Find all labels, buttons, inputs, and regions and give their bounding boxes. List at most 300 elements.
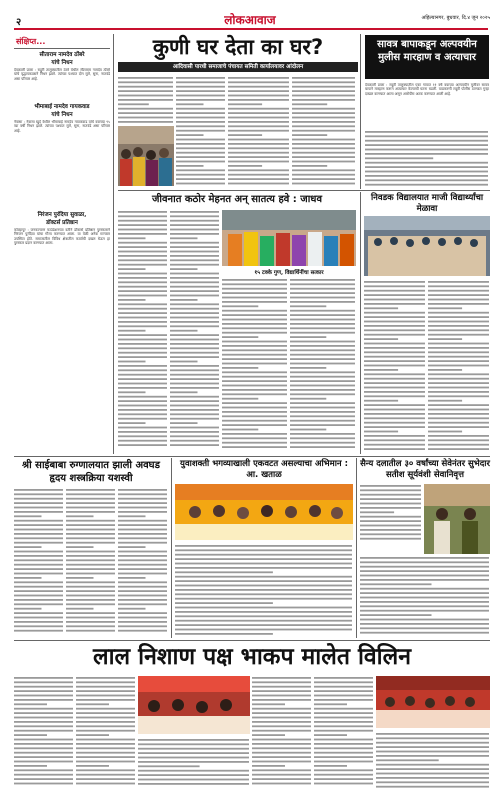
text-line (76, 739, 135, 741)
text-line (14, 752, 73, 754)
text-line (376, 786, 489, 788)
text-line (222, 341, 287, 343)
text-line (170, 347, 219, 349)
text-line (292, 130, 355, 132)
text-line (118, 608, 146, 610)
text-line (252, 695, 311, 697)
text-line (14, 537, 63, 539)
text-line (175, 567, 352, 569)
text-line (222, 376, 287, 378)
text-line (428, 400, 462, 402)
text-line (118, 277, 167, 279)
brief-item-title: निरंजन पुरंदिया सुवाळा, (37, 212, 87, 218)
text-line (66, 493, 115, 495)
text-line (176, 125, 225, 127)
text-line (76, 695, 135, 697)
text-line (222, 367, 258, 369)
text-line (364, 404, 425, 406)
story4-headline: श्री साईबाबा रुग्णालयात झाली अवघड हृदय शस्त्रक्रिया यशस्वी (22, 460, 160, 484)
text-line (176, 117, 225, 119)
text-line (228, 103, 262, 105)
text-line (222, 301, 287, 303)
lead-body-col2 (176, 76, 226, 186)
text-line (118, 77, 173, 79)
text-line (228, 143, 289, 145)
text-line (14, 546, 42, 548)
text-line (364, 307, 398, 309)
text-line (290, 420, 355, 422)
text-line (428, 382, 489, 384)
text-line (66, 498, 115, 500)
text-line (118, 99, 173, 101)
text-line (292, 117, 355, 119)
text-line (14, 734, 47, 736)
text-line (360, 503, 421, 505)
text-line (364, 329, 425, 331)
text-line (376, 781, 489, 783)
text-line (14, 617, 63, 619)
brief-item-3 (14, 210, 110, 438)
text-line (14, 765, 47, 767)
text-line (118, 435, 167, 437)
text-line (170, 273, 219, 275)
text-line (138, 739, 249, 741)
text-line (228, 169, 289, 171)
text-line (118, 352, 167, 354)
text-line (118, 224, 167, 226)
section-rule (118, 190, 490, 191)
text-line (118, 374, 167, 376)
text-line (428, 378, 489, 380)
text-line (170, 418, 219, 420)
lead-body-col1 (118, 76, 174, 124)
text-line (428, 387, 489, 389)
text-line (176, 130, 225, 132)
text-line (222, 385, 287, 387)
text-line (314, 712, 373, 714)
story6-photo (424, 484, 490, 554)
text-line (428, 343, 489, 345)
text-line (76, 756, 135, 758)
text-line (66, 524, 115, 526)
text-line (292, 174, 355, 176)
text-line (14, 603, 63, 605)
story2-body-col1 (118, 210, 168, 450)
text-line (360, 529, 421, 531)
text-line (360, 570, 489, 572)
text-line (170, 224, 219, 226)
text-line (76, 730, 135, 732)
text-line (314, 703, 347, 705)
text-line (428, 365, 489, 367)
text-line (76, 747, 135, 749)
text-line (118, 383, 167, 385)
text-lines (118, 488, 168, 636)
bottom-body-col4 (252, 676, 312, 788)
text-line (252, 677, 311, 679)
text-line (222, 429, 258, 431)
text-line (118, 418, 167, 420)
text-line (14, 502, 63, 504)
text-line (175, 545, 352, 547)
text-line (14, 708, 73, 710)
text-line (118, 409, 167, 411)
text-line (76, 743, 135, 745)
text-line (170, 356, 219, 358)
text-line (14, 529, 63, 531)
text-line (14, 520, 63, 522)
text-line (428, 356, 489, 358)
text-line (222, 437, 287, 439)
text-line (66, 529, 115, 531)
text-line (76, 761, 135, 763)
text-line (118, 317, 167, 319)
text-line (228, 86, 289, 88)
text-line (252, 783, 311, 785)
text-lines (175, 544, 353, 636)
text-line (376, 773, 489, 775)
text-line (364, 444, 425, 446)
text-line (76, 686, 135, 688)
text-line (292, 77, 355, 79)
text-line (252, 774, 311, 776)
brief-item-2 (14, 102, 110, 168)
text-line (118, 281, 167, 283)
text-line (360, 583, 432, 585)
story5-body (175, 544, 353, 636)
text-line (222, 411, 287, 413)
story2-headline: जीवनात कठोर मेहनत अन् सातत्य हवे : जाधव (151, 194, 323, 205)
text-line (138, 752, 249, 754)
text-line (360, 610, 489, 612)
text-line (170, 295, 219, 297)
text-line (176, 77, 225, 79)
text-line (76, 712, 135, 714)
story5-headline: युवाशक्ती भगव्याखाली एकवटत असल्याचा अभिमान : आ. खताळ (180, 459, 348, 480)
text-line (292, 103, 327, 105)
text-line (118, 268, 146, 270)
text-line (175, 615, 352, 617)
text-line (314, 730, 373, 732)
text-line (118, 308, 167, 310)
text-line (360, 605, 489, 607)
text-line (428, 448, 489, 450)
text-line (14, 783, 73, 785)
text-line (14, 743, 73, 745)
text-line (292, 112, 355, 114)
text-line (292, 165, 327, 167)
text-line (118, 581, 167, 583)
text-line (118, 400, 167, 402)
text-line (365, 144, 488, 146)
text-line (118, 511, 167, 513)
text-line (170, 259, 219, 261)
text-line (290, 305, 326, 307)
text-line (118, 489, 167, 491)
story4-body-col3 (118, 488, 168, 636)
text-line (290, 354, 355, 356)
bottom-body-col1 (14, 676, 74, 788)
text-line (292, 147, 355, 149)
text-line (364, 312, 425, 314)
text-line (292, 143, 355, 145)
text-line (360, 511, 394, 513)
text-line (252, 703, 285, 705)
bottom-body-col3 (138, 738, 250, 788)
column-rule (171, 458, 172, 638)
text-line (170, 400, 219, 402)
text-line (364, 382, 425, 384)
text-line (175, 633, 273, 635)
text-line (290, 319, 355, 321)
text-line (66, 511, 115, 513)
text-line (360, 485, 421, 487)
text-line (118, 493, 167, 495)
text-line (314, 695, 373, 697)
text-line (292, 99, 355, 101)
text-lines (14, 488, 64, 636)
text-line (76, 677, 135, 679)
text-line (66, 625, 115, 627)
text-line (14, 621, 63, 623)
text-line (76, 774, 135, 776)
text-line (176, 183, 225, 185)
text-line (176, 90, 225, 92)
text-line (175, 593, 352, 595)
text-line (118, 378, 167, 380)
lead-headline: कुणी घर देता का घर? (152, 35, 324, 59)
text-line (176, 147, 225, 149)
text-line (76, 769, 135, 771)
text-line (376, 755, 489, 757)
text-line (176, 108, 225, 110)
text-line (360, 525, 421, 527)
text-line (252, 756, 311, 758)
dateline: अहिल्यानगर, बुधवार, दि.४ जून २०२५ (421, 15, 490, 21)
text-line (290, 376, 355, 378)
text-line (314, 717, 373, 719)
text-line (14, 590, 63, 592)
text-line (292, 152, 355, 154)
text-line (14, 778, 73, 780)
text-line (428, 404, 489, 406)
text-line (170, 339, 219, 341)
text-line (360, 520, 421, 522)
lead-body-col4 (292, 76, 356, 186)
text-line (376, 737, 489, 739)
text-line (175, 624, 352, 626)
text-line (360, 538, 421, 540)
text-line (14, 533, 63, 535)
text-line (14, 739, 73, 741)
bottom-photo-1 (138, 676, 250, 734)
text-line (290, 424, 355, 426)
text-line (170, 220, 219, 222)
text-line (428, 290, 489, 292)
text-line (252, 681, 311, 683)
text-line (360, 601, 489, 603)
text-line (228, 134, 262, 136)
text-line (252, 717, 311, 719)
text-line (175, 629, 352, 631)
text-line (118, 502, 167, 504)
text-line (364, 422, 425, 424)
text-line (170, 378, 219, 380)
text-lines (170, 210, 220, 450)
text-lines (176, 76, 226, 186)
text-line (176, 143, 225, 145)
text-line (364, 417, 425, 419)
story2-caption: १५ टक्के गुण, विद्यार्थिनींचा सत्कार (254, 270, 324, 276)
text-line (376, 768, 489, 770)
text-line (360, 516, 421, 518)
text-line (118, 498, 167, 500)
text-line (222, 332, 287, 334)
text-line (314, 774, 373, 776)
text-line (314, 734, 347, 736)
text-line (364, 347, 425, 349)
text-line (428, 435, 489, 437)
text-line (66, 515, 94, 517)
text-line (14, 725, 73, 727)
text-line (365, 140, 488, 142)
text-line (176, 99, 225, 101)
text-line (364, 334, 425, 336)
text-line (170, 303, 219, 305)
text-line (290, 411, 355, 413)
text-line (290, 407, 355, 409)
section-rule (14, 640, 490, 641)
text-line (360, 623, 489, 625)
text-line (118, 347, 167, 349)
text-line (228, 139, 289, 141)
text-line (118, 325, 167, 327)
text-line (290, 363, 355, 365)
text-line (364, 365, 425, 367)
text-line (376, 742, 489, 744)
text-line (364, 343, 425, 345)
text-line (14, 717, 73, 719)
text-line (76, 681, 135, 683)
text-line (138, 743, 249, 745)
story3-photo (364, 216, 490, 276)
text-line (76, 708, 135, 710)
text-line (170, 246, 219, 248)
text-line (66, 621, 115, 623)
text-line (76, 690, 135, 692)
brief-item-title: भीमाबाई नामदेव गायकवाड (34, 104, 90, 110)
text-lines (138, 738, 250, 788)
text-line (428, 360, 489, 362)
text-line (364, 356, 425, 358)
text-line (138, 770, 249, 772)
text-line (314, 725, 373, 727)
text-lines (360, 556, 490, 636)
text-line (170, 343, 219, 345)
text-line (14, 551, 63, 553)
text-line (222, 319, 287, 321)
text-lines (292, 76, 356, 186)
text-line (290, 380, 355, 382)
text-line (428, 413, 489, 415)
text-line (222, 424, 287, 426)
text-line (66, 520, 115, 522)
text-line (365, 149, 488, 151)
text-lines (14, 676, 74, 788)
text-line (170, 321, 219, 323)
text-line (14, 555, 63, 557)
text-line (138, 783, 249, 785)
text-line (118, 343, 167, 345)
text-line (118, 303, 167, 305)
text-line (252, 747, 311, 749)
text-line (76, 783, 135, 785)
text-line (118, 81, 173, 83)
sidebar-rule (113, 34, 114, 454)
text-line (118, 440, 167, 442)
story2-body-col3 (222, 278, 288, 450)
text-line (14, 681, 73, 683)
text-line (176, 112, 225, 114)
text-line (290, 398, 326, 400)
text-line (66, 502, 115, 504)
story2-body-col4 (290, 278, 356, 450)
text-line (314, 747, 373, 749)
text-line (118, 555, 167, 557)
text-line (118, 559, 167, 561)
text-line (222, 420, 287, 422)
text-line (66, 537, 115, 539)
text-line (290, 292, 355, 294)
text-line (290, 371, 355, 373)
text-line (364, 303, 425, 305)
text-line (170, 286, 219, 288)
text-line (118, 339, 167, 341)
text-line (252, 778, 311, 780)
text-lines (314, 676, 374, 788)
text-line (118, 444, 167, 446)
text-line (118, 233, 167, 235)
text-line (66, 599, 115, 601)
text-line (252, 752, 311, 754)
text-line (290, 297, 355, 299)
text-line (176, 174, 225, 176)
text-line (364, 400, 398, 402)
text-line (222, 358, 287, 360)
text-line (118, 537, 167, 539)
column-rule (356, 458, 357, 638)
text-line (14, 586, 63, 588)
section-rule (14, 456, 490, 457)
text-line (292, 95, 355, 97)
text-line (14, 524, 63, 526)
text-line (14, 573, 63, 575)
text-line (228, 161, 289, 163)
text-line (252, 699, 311, 701)
text-line (170, 374, 219, 376)
text-line (290, 433, 355, 435)
text-line (228, 156, 289, 158)
text-line (314, 721, 373, 723)
text-line (428, 303, 489, 305)
text-line (176, 152, 225, 154)
text-line (290, 341, 355, 343)
story6-body-col1 (360, 484, 422, 542)
text-line (222, 305, 258, 307)
text-line (376, 777, 489, 779)
text-line (170, 299, 198, 301)
text-line (364, 338, 398, 340)
